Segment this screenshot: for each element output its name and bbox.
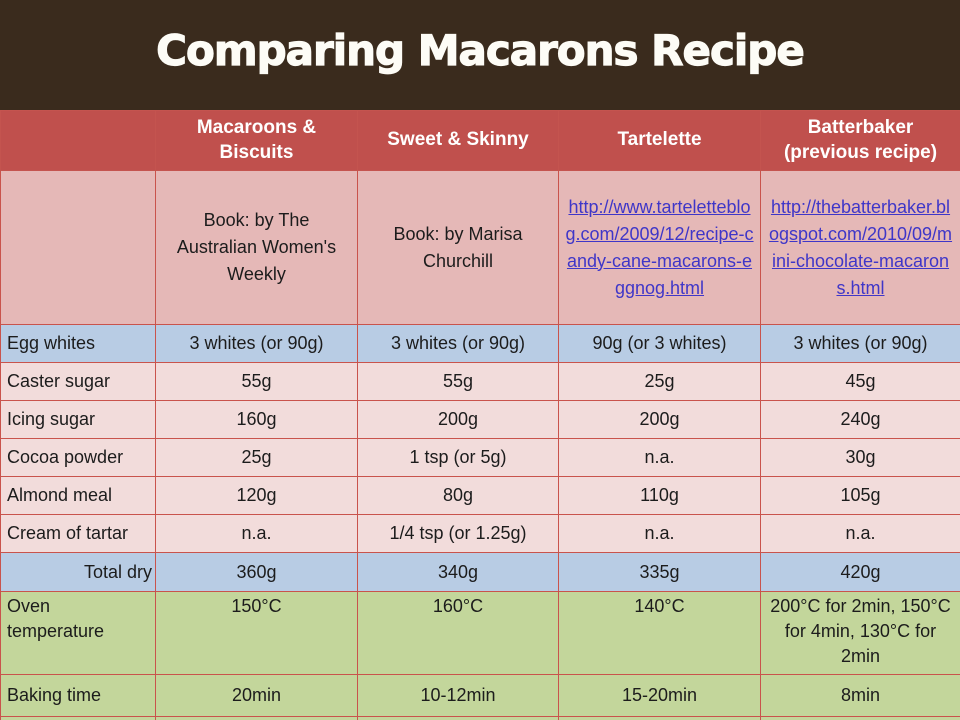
row-label: Caster sugar xyxy=(1,363,156,401)
table-row-cocoa-powder xyxy=(1,439,960,477)
row-label: Cream of tartar xyxy=(1,515,156,553)
row-label: Oven temperature xyxy=(1,592,156,675)
table-cell: 25g xyxy=(559,363,761,401)
column-header-batterbaker: Batterbaker (previous recipe) xyxy=(761,111,960,171)
table-cell: 160°C xyxy=(358,592,559,675)
row-label: Egg whites xyxy=(1,325,156,363)
column-header-empty xyxy=(1,111,156,171)
source-cell-batterbaker xyxy=(761,171,960,325)
table-cell: 8min xyxy=(761,675,960,717)
table-cell: 25g xyxy=(156,439,358,477)
table-cell: 140°C xyxy=(559,592,761,675)
row-label-empty xyxy=(1,171,156,325)
table-cell: 30g xyxy=(761,439,960,477)
table-cell: 105g xyxy=(761,477,960,515)
table-cell: 20min xyxy=(156,675,358,717)
table-row-baking-time xyxy=(1,675,960,717)
source-cell-tartelette xyxy=(559,171,761,325)
table-cell: 360g xyxy=(156,553,358,592)
table-row-oven-temperature xyxy=(1,592,960,675)
table-row-almond-meal xyxy=(1,477,960,515)
recipe-comparison-table xyxy=(0,110,960,720)
table-cell: 110g xyxy=(559,477,761,515)
table-cell: 1/4 tsp (or 1.25g) xyxy=(358,515,559,553)
table-cell: 90g (or 3 whites) xyxy=(559,325,761,363)
table-cell: 150°C xyxy=(156,592,358,675)
table-cell: 240g xyxy=(761,401,960,439)
table-cell: 15-20min xyxy=(559,675,761,717)
table-cell: 120g xyxy=(156,477,358,515)
batterbaker-recipe-link[interactable]: http://thebatterbaker.blogspot.com/2010/09/mini-chocolate-macarons.html xyxy=(768,196,953,298)
table-cell: 200g xyxy=(358,401,559,439)
row-label: Baking time xyxy=(1,675,156,717)
table-row-sources xyxy=(1,171,960,325)
table-row-cutoff xyxy=(1,717,960,720)
table-cell: n.a. xyxy=(559,439,761,477)
table-cell: 10-12min xyxy=(358,675,559,717)
table-cell: 3 whites (or 90g) xyxy=(358,325,559,363)
table-cell: 335g xyxy=(559,553,761,592)
table-row-caster-sugar xyxy=(1,363,960,401)
table-cell: 80g xyxy=(358,477,559,515)
column-header-tartelette: Tartelette xyxy=(559,111,761,171)
table-cell: n.a. xyxy=(156,515,358,553)
tartelette-recipe-link[interactable]: http://www.tarteletteblog.com/2009/12/recipe-candy-cane-macarons-eggnog.html xyxy=(565,196,754,298)
table-cell: 55g xyxy=(358,363,559,401)
row-label: Cocoa powder xyxy=(1,439,156,477)
column-header-sweet-skinny: Sweet & Skinny xyxy=(358,111,559,171)
source-cell-macaroons-biscuits: Book: by The Australian Women's Weekly xyxy=(156,171,358,325)
table-cell: 3 whites (or 90g) xyxy=(156,325,358,363)
source-cell-sweet-skinny: Book: by Marisa Churchill xyxy=(358,171,559,325)
row-label: Icing sugar xyxy=(1,401,156,439)
table-cell: n.a. xyxy=(559,515,761,553)
row-label: Total dry xyxy=(1,553,156,592)
table-header-row xyxy=(1,111,960,171)
row-label: Almond meal xyxy=(1,477,156,515)
column-header-macaroons-biscuits: Macaroons & Biscuits xyxy=(156,111,358,171)
table-cell: 1 tsp (or 5g) xyxy=(358,439,559,477)
table-cell: n.a. xyxy=(761,515,960,553)
table-cell: 160g xyxy=(156,401,358,439)
table-cell: 200g xyxy=(559,401,761,439)
table-row-egg-whites xyxy=(1,325,960,363)
table-cell: 200°C for 2min, 150°C for 4min, 130°C for 2min xyxy=(761,592,960,675)
table-cell: 55g xyxy=(156,363,358,401)
table-row-cream-of-tartar xyxy=(1,515,960,553)
table-row-icing-sugar xyxy=(1,401,960,439)
table-row-total-dry xyxy=(1,553,960,592)
table-cell: 420g xyxy=(761,553,960,592)
table-cell: 45g xyxy=(761,363,960,401)
table-cell: 3 whites (or 90g) xyxy=(761,325,960,363)
table-cell: 340g xyxy=(358,553,559,592)
page-title: Comparing Macarons Recipe xyxy=(156,26,804,75)
